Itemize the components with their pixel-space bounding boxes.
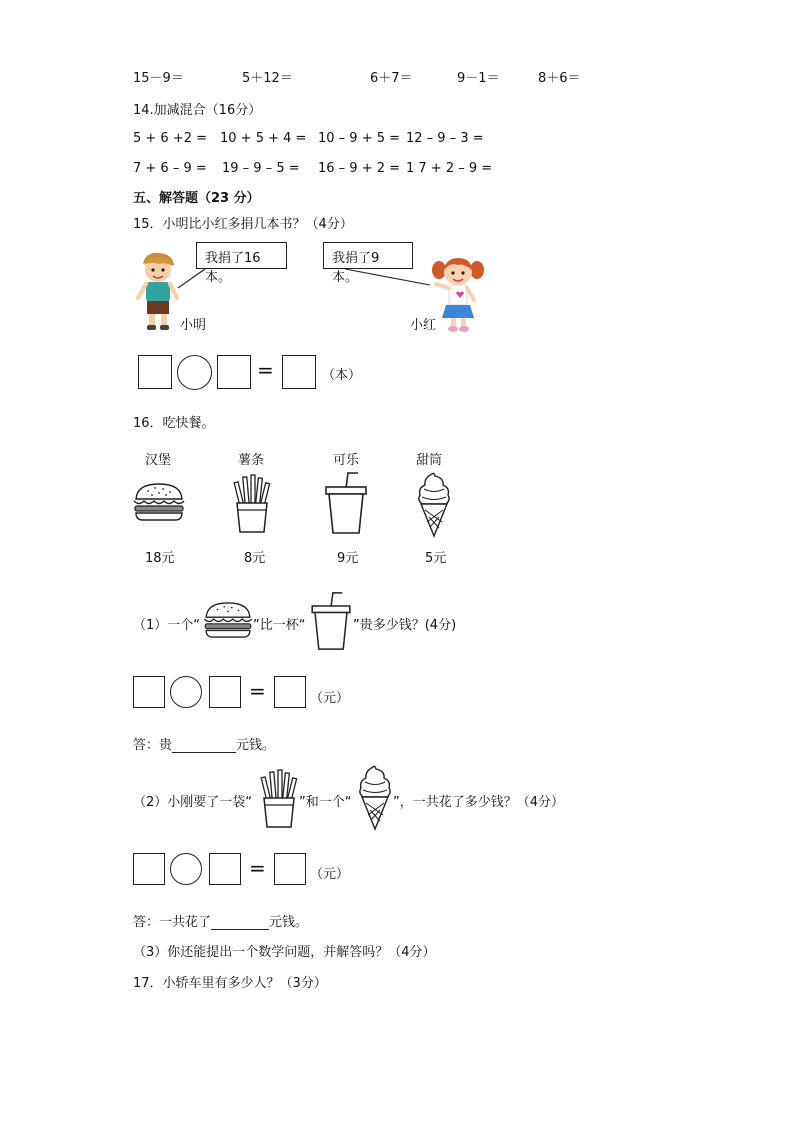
problem-text: 7 + 6 – 9 = (133, 161, 207, 176)
sub-question-1-prefix: （1）一个“ (133, 618, 201, 633)
sub-question-1-suffix: ”贵多少钱？(4分) (353, 618, 457, 633)
sub-question-2-prefix: （2）小刚要了一袋“ (133, 795, 253, 810)
problem-text: 6＋7＝ (370, 71, 413, 86)
menu-item-name: 薯条 (238, 453, 265, 468)
sub-question-2-mid: ”和一个“ (299, 795, 352, 810)
menu-item-price: 5元 (425, 551, 447, 566)
problem-text: 16 – 9 + 2 = (318, 161, 401, 176)
burger-icon (203, 601, 253, 639)
question-15-title: 15．小明比小红多捐几本书？（4分） (133, 217, 353, 232)
question-16-title: 16．吃快餐。 (133, 416, 215, 431)
sub-question-1-mid: ”比一杯“ (253, 618, 306, 633)
menu-item-name: 甜筒 (416, 453, 443, 468)
name-label-hong: 小红 (410, 318, 437, 333)
burger-icon (133, 482, 185, 522)
problem-text: 9－1＝ (457, 71, 500, 86)
problem-text: 8＋6＝ (538, 71, 581, 86)
menu-item-price: 9元 (337, 551, 359, 566)
problem-text: 5＋12＝ (242, 71, 293, 86)
problem-text: 15－9＝ (133, 71, 184, 86)
ice-cream-icon (357, 765, 393, 831)
equals-sign: = (249, 679, 266, 703)
menu-item-name: 可乐 (333, 453, 360, 468)
answer-box-1[interactable] (133, 676, 165, 708)
unit-label: （元） (310, 867, 350, 882)
question-14-title: 14.加减混合（16分） (133, 103, 262, 118)
answer-box-2[interactable] (217, 355, 251, 389)
cola-cup-icon (324, 470, 368, 536)
menu-item-price: 8元 (244, 551, 266, 566)
answer-box-result[interactable] (282, 355, 316, 389)
operator-circle[interactable] (177, 355, 212, 390)
answer-suffix: 元钱。 (269, 915, 309, 930)
ice-cream-icon (416, 472, 452, 538)
problem-text: 19 – 9 – 5 = (222, 161, 300, 176)
equals-sign: = (257, 358, 274, 382)
answer-box-1[interactable] (133, 853, 165, 885)
speech-bubble-hong (323, 242, 413, 285)
bubble-text: 我捐了9本。 (332, 251, 380, 285)
fries-icon (259, 768, 299, 830)
answer-prefix: 答：一共花了 (133, 915, 212, 930)
sub-question-3: （3）你还能提出一个数学问题，并解答吗？（4分） (133, 945, 436, 960)
problem-text: 10 – 9 + 5 = (318, 131, 401, 146)
answer-box-result[interactable] (274, 853, 306, 885)
cola-cup-icon (309, 590, 353, 652)
menu-item-name: 汉堡 (145, 453, 172, 468)
answer-prefix: 答：贵 (133, 738, 173, 753)
bubble-tails (0, 0, 794, 400)
problem-text: 5 + 6 +2 = (133, 131, 208, 146)
answer-blank[interactable] (211, 915, 269, 930)
section-heading: 五、解答题（23 分） (133, 191, 260, 206)
question-17-title: 17．小轿车里有多少人？（3分） (133, 976, 327, 991)
answer-box-1[interactable] (138, 355, 172, 389)
answer-box-2[interactable] (209, 853, 241, 885)
name-label-ming: 小明 (180, 318, 207, 333)
bubble-text: 我捐了16本。 (205, 251, 261, 285)
girl-icon (430, 256, 486, 334)
boy-icon (135, 252, 181, 334)
menu-item-price: 18元 (145, 551, 175, 566)
equals-sign: = (249, 856, 266, 880)
answer-box-2[interactable] (209, 676, 241, 708)
operator-circle[interactable] (170, 853, 202, 885)
unit-label: （元） (310, 691, 350, 706)
fries-icon (232, 474, 272, 534)
operator-circle[interactable] (170, 676, 202, 708)
answer-line-1 (133, 734, 275, 753)
answer-line-2 (133, 911, 308, 930)
sub-question-2-suffix: ”，一共花了多少钱？（4分） (393, 795, 565, 810)
problem-text: 1 7 + 2 – 9 = (406, 161, 493, 176)
answer-blank[interactable] (172, 738, 236, 753)
problem-text: 12 – 9 – 3 = (406, 131, 484, 146)
answer-box-result[interactable] (274, 676, 306, 708)
answer-suffix: 元钱。 (236, 738, 276, 753)
problem-text: 10 + 5 + 4 = (220, 131, 307, 146)
unit-label: （本） (322, 368, 362, 383)
